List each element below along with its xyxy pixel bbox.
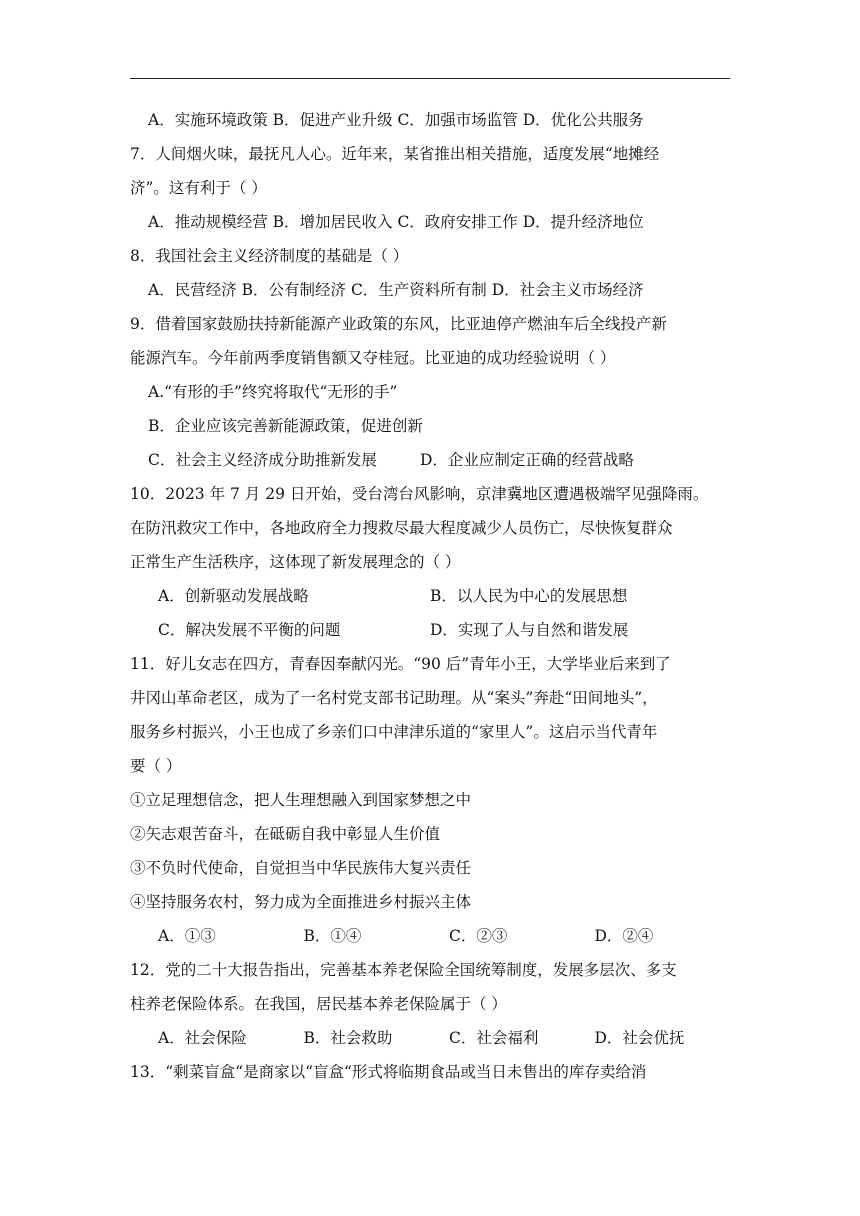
q9-stem-line-1: 9．借着国家鼓励扶持新能源产业政策的东风，比亚迪停产燃油车后全线投产新 — [130, 315, 667, 333]
q9-options-cd — [130, 443, 740, 477]
q12-option-d: D．社会优抚 — [594, 1029, 685, 1047]
q11-stem-line-2: 井冈山革命老区，成为了一名村党支部书记助理。从“案头”奔赴“田间地头”， — [130, 689, 658, 707]
q9-option-b: B．企业应该完善新能源政策，促进创新 — [148, 417, 423, 435]
q12-option-b: B．社会救助 — [303, 1029, 393, 1047]
q10-options-cd — [130, 613, 740, 647]
q10-stem-line-1: 10．2023 年 7 月 29 日开始，受台湾台风影响，京津冀地区遭遇极端罕见强降雨。 — [130, 485, 709, 503]
q11-option-a: A．①③ — [158, 927, 216, 945]
q11-options — [130, 919, 740, 953]
q12-stem-line-1: 12．党的二十大报告指出，完善基本养老保险全国统筹制度，发展多层次、多支 — [130, 961, 677, 979]
q12-stem-line-2: 柱养老保险体系。在我国，居民基本养老保险属于（ ） — [130, 995, 507, 1013]
q8-options-line: A．民营经济 B．公有制经济 C．生产资料所有制 D．社会主义市场经济 — [148, 281, 644, 299]
q13-stem-line-1: 13．“剩菜盲盒“是商家以“盲盒“形式将临期食品或当日未售出的库存卖给消 — [130, 1063, 647, 1081]
q7-stem-line-2: 济”。这有利于（ ） — [130, 179, 267, 197]
q6-options-line: A．实施环境政策 B．促进产业升级 C．加强市场监管 D．优化公共服务 — [148, 111, 644, 129]
q8-stem-line: 8．我国社会主义经济制度的基础是（ ） — [130, 247, 409, 265]
q11-option-b: B．①④ — [303, 927, 362, 945]
q7-options-line: A．推动规模经营 B．增加居民收入 C．政府安排工作 D．提升经济地位 — [148, 213, 644, 231]
q11-statement-1: ①立足理想信念，把人生理想融入到国家梦想之中 — [130, 791, 472, 809]
q11-statement-3: ③不负时代使命，自觉担当中华民族伟大复兴责任 — [130, 859, 472, 877]
q12-options — [130, 1021, 740, 1055]
header-rule — [130, 78, 730, 79]
q10-option-b: B．以人民为中心的发展思想 — [430, 587, 628, 605]
q10-stem-line-2: 在防汛救灾工作中，各地政府全力搜救尽最大程度减少人员伤亡，尽快恢复群众 — [130, 519, 673, 537]
q11-option-d: D．②④ — [594, 927, 654, 945]
q11-stem-line-1: 11．好儿女志在四方，青春因奉献闪光。“90 后”青年小王，大学毕业后来到了 — [130, 655, 671, 673]
q10-option-c: C．解决发展不平衡的问题 — [158, 621, 341, 639]
q11-option-c: C．②③ — [449, 927, 508, 945]
q12-option-c: C．社会福利 — [449, 1029, 539, 1047]
q10-option-d: D．实现了人与自然和谐发展 — [430, 621, 629, 639]
q9-option-a: A.“有形的手”终究将取代“无形的手” — [148, 383, 398, 401]
q10-options-ab — [130, 579, 740, 613]
q10-stem-line-3: 正常生产生活秩序，这体现了新发展理念的（ ） — [130, 553, 461, 571]
q10-option-a: A．创新驱动发展战略 — [158, 587, 309, 605]
question-content — [130, 103, 740, 1089]
q9-option-d: D．企业应制定正确的经营战略 — [420, 451, 634, 469]
q11-statement-2: ②矢志艰苦奋斗，在砥砺自我中彰显人生价值 — [130, 825, 441, 843]
q9-option-c: C．社会主义经济成分助推新发展 — [148, 451, 377, 469]
q9-stem-line-2: 能源汽车。今年前两季度销售额又夺桂冠。比亚迪的成功经验说明（ ） — [130, 349, 616, 367]
q11-stem-line-4: 要（ ） — [130, 757, 182, 775]
q7-stem-line-1: 7．人间烟火味，最抚凡人心。近年来，某省推出相关措施，适度发展“地摊经 — [130, 145, 660, 163]
q12-option-a: A．社会保险 — [158, 1029, 247, 1047]
q11-statement-4: ④坚持服务农村，努力成为全面推进乡村振兴主体 — [130, 893, 472, 911]
q11-stem-line-3: 服务乡村振兴，小王也成了乡亲们口中津津乐道的“家里人”。这启示当代青年 — [130, 723, 658, 741]
